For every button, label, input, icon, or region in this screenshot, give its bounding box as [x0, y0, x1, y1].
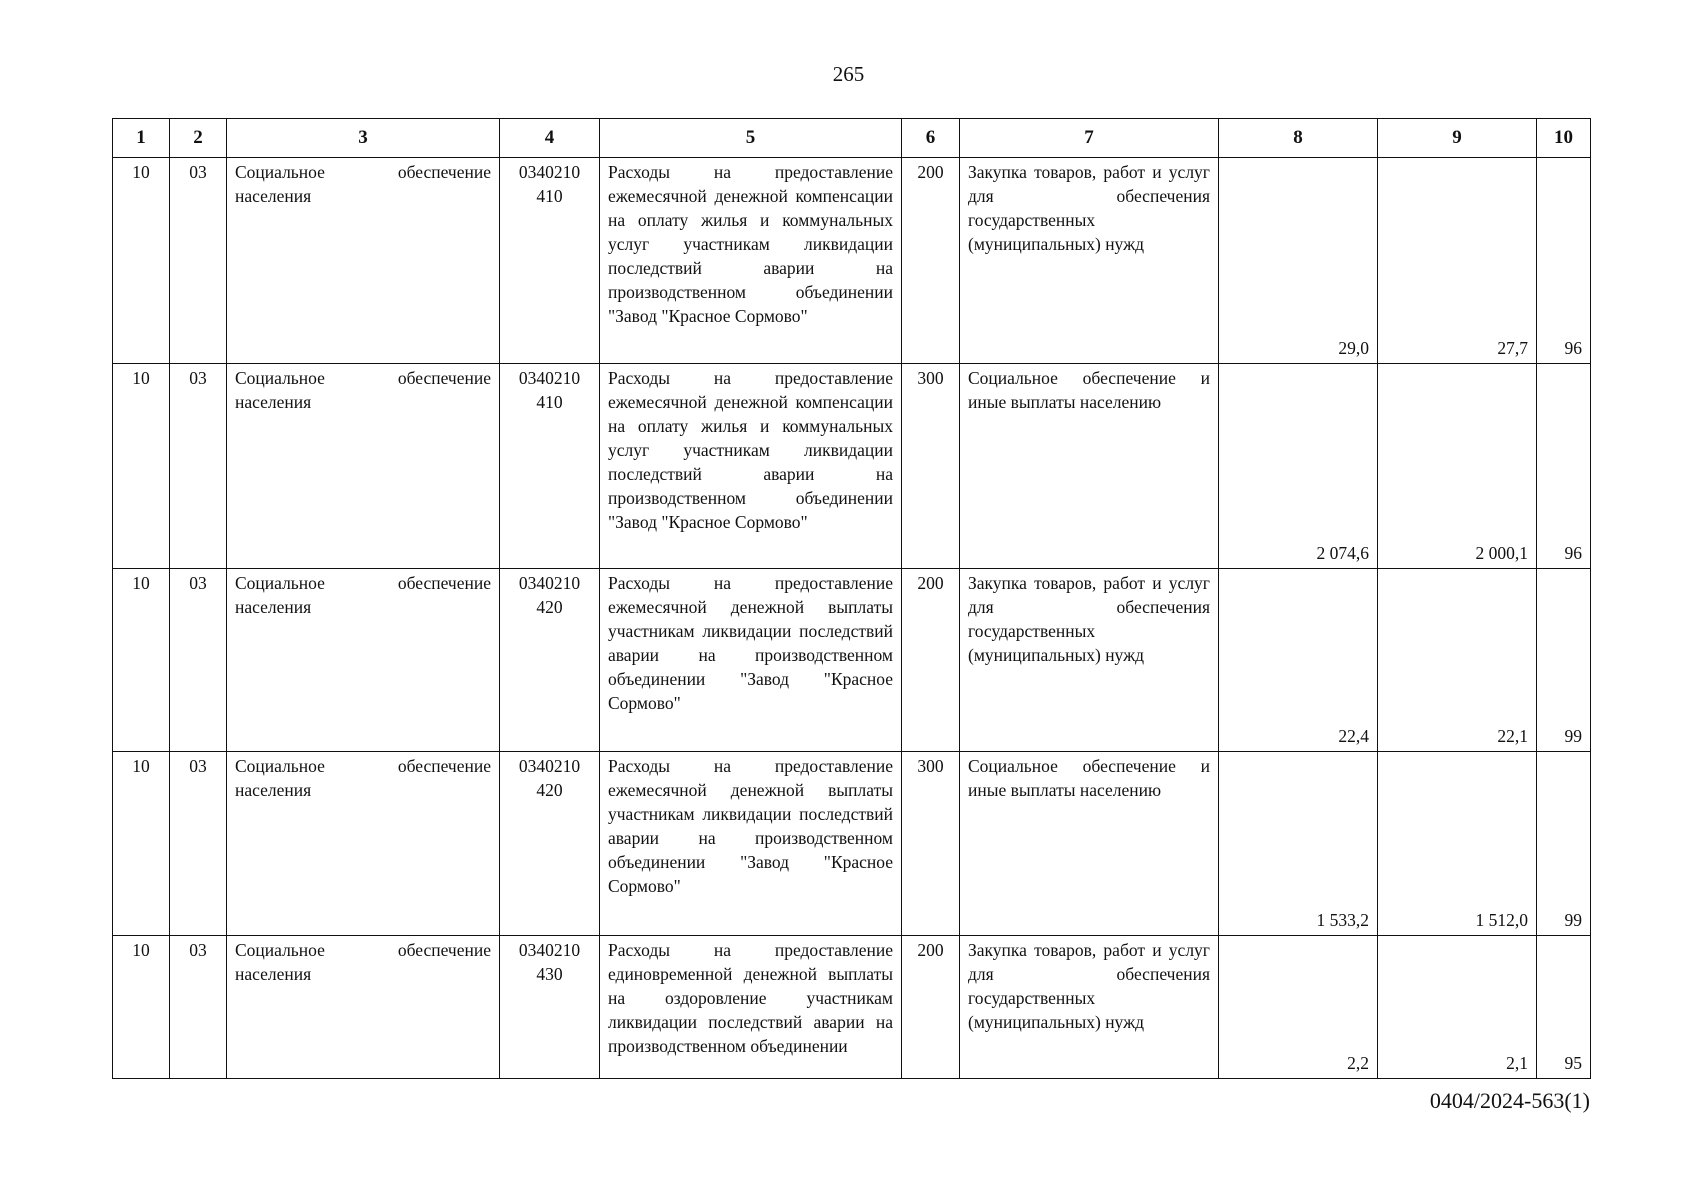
expense-type-name-cell: Закупка товаров, работ и услуг для обеспечения государственных (муниципальных) нужд	[960, 158, 1219, 364]
table-row	[113, 158, 1591, 364]
document-code: 0404/2024-563(1)	[1429, 1088, 1590, 1113]
expense-name-cell: Расходы на предоставление ежемесячной денежной компенсации на оплату жилья и коммунальных услуг участникам ликвидации последствий аварии на производственном объединении "Завод "Красное Сормово"	[600, 364, 902, 569]
target-code-cell: 0340210 410	[500, 158, 600, 364]
percent-cell: 99	[1537, 569, 1591, 752]
column-header: 9	[1378, 119, 1537, 158]
column-header: 6	[902, 119, 960, 158]
expense-name-cell: Расходы на предоставление ежемесячной денежной выплаты участникам ликвидации последствий аварии на производственном объединении "Завод "Красное Сормово"	[600, 569, 902, 752]
section-cell: 10	[113, 752, 170, 936]
section-name-cell: Социальное обеспечение населения	[227, 569, 500, 752]
column-header: 2	[170, 119, 227, 158]
section-name-cell: Социальное обеспечение населения	[227, 752, 500, 936]
percent-cell: 96	[1537, 158, 1591, 364]
percent-cell: 96	[1537, 364, 1591, 569]
column-header: 1	[113, 119, 170, 158]
table-row	[113, 569, 1591, 752]
table-row	[113, 364, 1591, 569]
expense-type-code-cell: 200	[902, 158, 960, 364]
column-header: 7	[960, 119, 1219, 158]
section-name-cell: Социальное обеспечение населения	[227, 158, 500, 364]
section-cell: 10	[113, 936, 170, 1079]
table-row	[113, 936, 1591, 1079]
expense-name-cell: Расходы на предоставление ежемесячной денежной выплаты участникам ликвидации последствий аварии на производственном объединении "Завод "Красное Сормово"	[600, 752, 902, 936]
page-number: 265	[832, 62, 865, 86]
section-cell: 10	[113, 569, 170, 752]
planned-amount-cell: 29,0	[1219, 158, 1378, 364]
subsection-cell: 03	[170, 569, 227, 752]
subsection-cell: 03	[170, 364, 227, 569]
actual-amount-cell: 1 512,0	[1378, 752, 1537, 936]
percent-cell: 95	[1537, 936, 1591, 1079]
section-name-cell: Социальное обеспечение населения	[227, 936, 500, 1079]
expense-type-name-cell: Закупка товаров, работ и услуг для обеспечения государственных (муниципальных) нужд	[960, 569, 1219, 752]
percent-cell: 99	[1537, 752, 1591, 936]
planned-amount-cell: 22,4	[1219, 569, 1378, 752]
expense-type-code-cell: 200	[902, 936, 960, 1079]
column-header: 4	[500, 119, 600, 158]
expense-name-cell: Расходы на предоставление ежемесячной денежной компенсации на оплату жилья и коммунальных услуг участникам ликвидации последствий аварии на производственном объединении "Завод "Красное Сормово"	[600, 158, 902, 364]
target-code-cell: 0340210 430	[500, 936, 600, 1079]
section-cell: 10	[113, 364, 170, 569]
expense-type-name-cell: Социальное обеспечение и иные выплаты населению	[960, 364, 1219, 569]
planned-amount-cell: 2,2	[1219, 936, 1378, 1079]
subsection-cell: 03	[170, 752, 227, 936]
actual-amount-cell: 27,7	[1378, 158, 1537, 364]
planned-amount-cell: 1 533,2	[1219, 752, 1378, 936]
section-name-cell: Социальное обеспечение населения	[227, 364, 500, 569]
expense-type-name-cell: Социальное обеспечение и иные выплаты населению	[960, 752, 1219, 936]
column-header: 5	[600, 119, 902, 158]
target-code-cell: 0340210 420	[500, 752, 600, 936]
section-cell: 10	[113, 158, 170, 364]
expense-type-code-cell: 300	[902, 752, 960, 936]
column-header: 3	[227, 119, 500, 158]
target-code-cell: 0340210 420	[500, 569, 600, 752]
target-code-cell: 0340210 410	[500, 364, 600, 569]
header-row	[113, 119, 1591, 158]
planned-amount-cell: 2 074,6	[1219, 364, 1378, 569]
budget-table	[112, 118, 1591, 1079]
expense-type-code-cell: 200	[902, 569, 960, 752]
column-header: 10	[1537, 119, 1591, 158]
expense-type-code-cell: 300	[902, 364, 960, 569]
actual-amount-cell: 2,1	[1378, 936, 1537, 1079]
subsection-cell: 03	[170, 936, 227, 1079]
actual-amount-cell: 22,1	[1378, 569, 1537, 752]
actual-amount-cell: 2 000,1	[1378, 364, 1537, 569]
expense-type-name-cell: Закупка товаров, работ и услуг для обеспечения государственных (муниципальных) нужд	[960, 936, 1219, 1079]
subsection-cell: 03	[170, 158, 227, 364]
expense-name-cell: Расходы на предоставление единовременной денежной выплаты на оздоровление участникам ликвидации последствий аварии на производственном объединении	[600, 936, 902, 1079]
table-row	[113, 752, 1591, 936]
column-header: 8	[1219, 119, 1378, 158]
